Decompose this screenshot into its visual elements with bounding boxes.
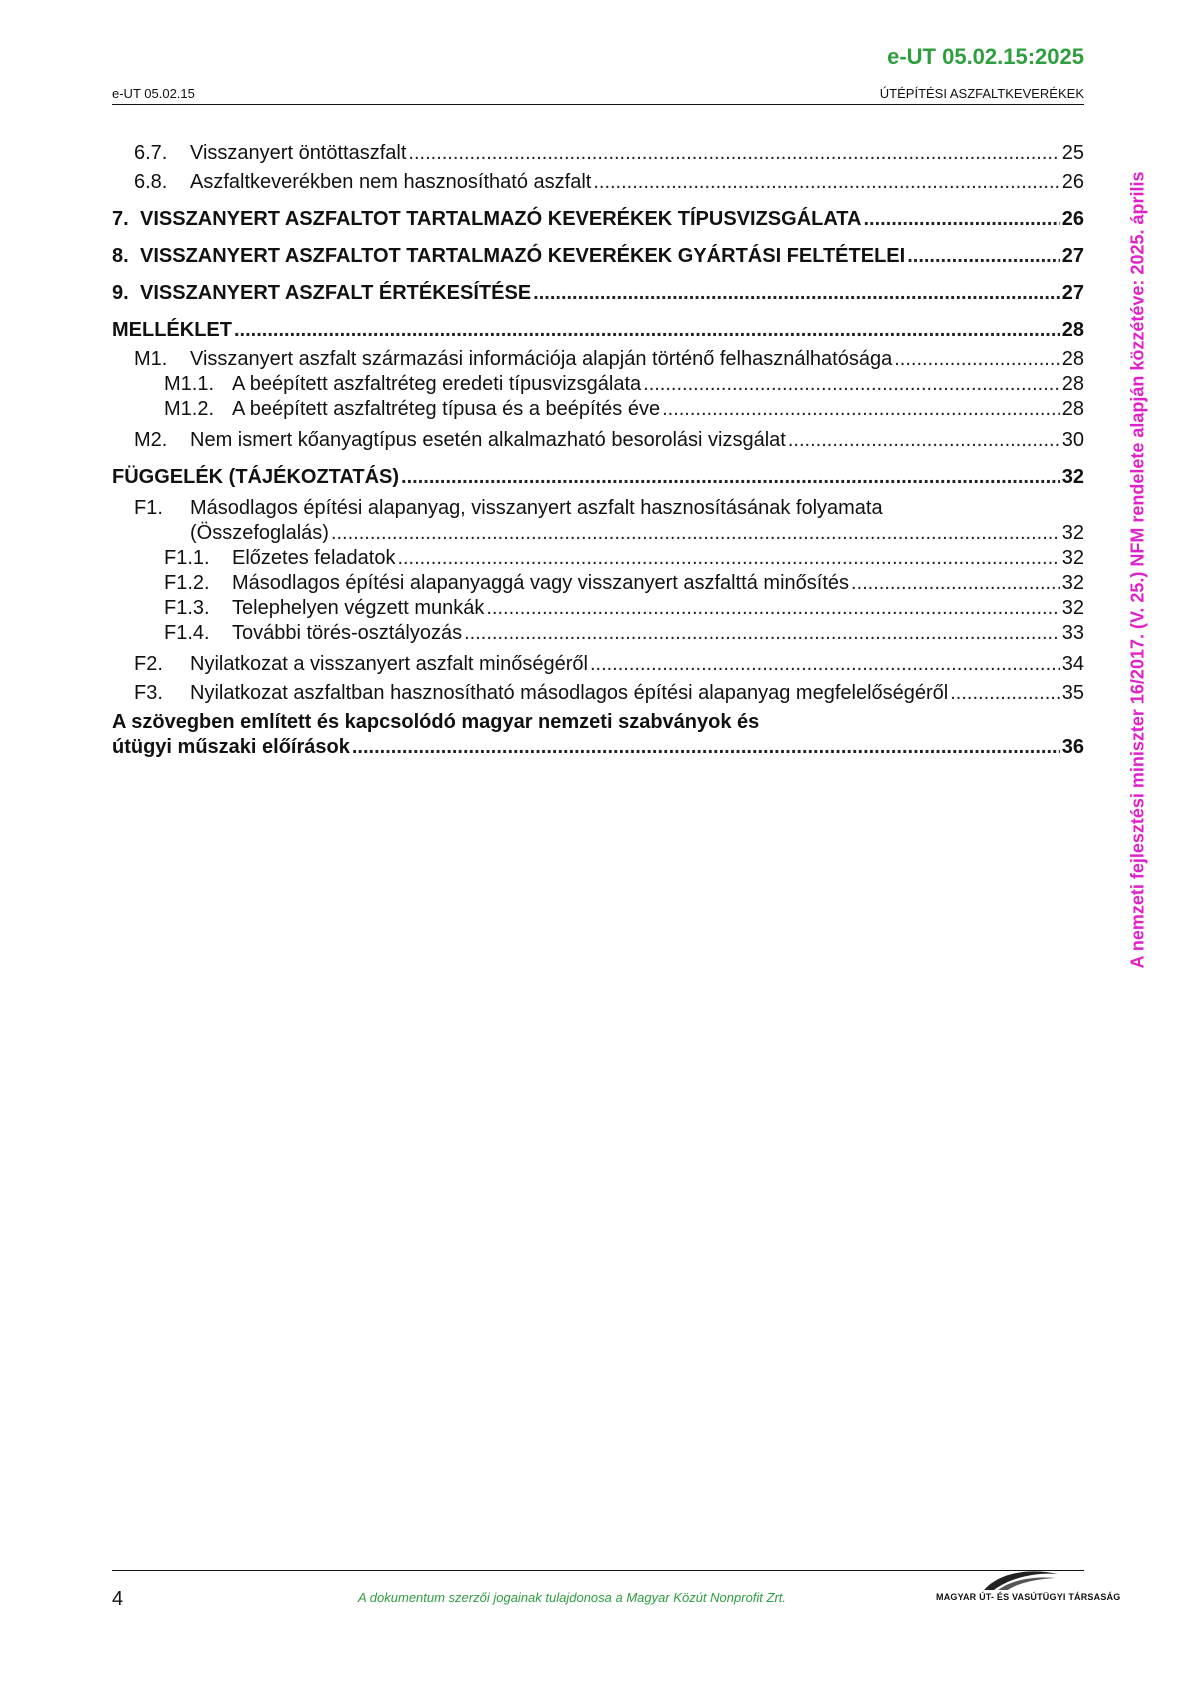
toc-entry[interactable]: F1.3. Telephelyen végzett munkák ..... 32 xyxy=(112,597,1084,620)
toc-entry-main[interactable]: 7. VISSZANYERT ASZFALTOT TARTALMAZÓ KEVERÉKEK TÍPUSVIZSGÁLATA ..... 26 xyxy=(112,208,1084,231)
toc-entry-main[interactable]: MELLÉKLET ..... 28 xyxy=(112,319,1084,342)
toc-entry[interactable]: F1.1. Előzetes feladatok ..... 32 xyxy=(112,547,1084,570)
toc-entry[interactable]: 6.7. Visszanyert öntöttaszfalt ..... 25 xyxy=(112,142,1084,165)
dot-leader xyxy=(894,348,1060,371)
footer-rule xyxy=(112,1570,1084,1571)
dot-leader xyxy=(533,282,1060,305)
dot-leader xyxy=(662,398,1060,421)
dot-leader xyxy=(331,522,1060,545)
table-of-contents xyxy=(112,142,1084,759)
toc-entry[interactable]: F1.2. Másodlagos építési alapanyaggá vagy visszanyert aszfalttá minősítés ..... 32 xyxy=(112,572,1084,595)
toc-entry[interactable]: M1.2. A beépített aszfaltréteg típusa és a beépítés éve ..... 28 xyxy=(112,398,1084,421)
dot-leader xyxy=(950,682,1060,705)
dot-leader xyxy=(464,622,1060,645)
toc-entry-continuation[interactable]: (Összefoglalás) ..... 32 xyxy=(112,522,1084,545)
dot-leader xyxy=(643,373,1060,396)
document-code: e-UT 05.02.15:2025 xyxy=(887,44,1084,69)
dot-leader xyxy=(352,736,1060,759)
dot-leader xyxy=(590,653,1060,676)
page-number: 4 xyxy=(112,1588,124,1610)
toc-entry[interactable]: F2. Nyilatkozat a visszanyert aszfalt minőségéről ..... 34 xyxy=(112,653,1084,676)
dot-leader xyxy=(408,142,1059,165)
dot-leader xyxy=(397,547,1059,570)
dot-leader xyxy=(907,245,1060,268)
dot-leader xyxy=(863,208,1059,231)
toc-entry[interactable]: M2. Nem ismert kőanyagtípus esetén alkalmazható besorolási vizsgálat ..... 30 xyxy=(112,429,1084,452)
toc-entry-main[interactable]: A szövegben említett és kapcsolódó magyar nemzeti szabványok és xyxy=(112,711,760,733)
header-left: e-UT 05.02.15 xyxy=(112,86,195,101)
toc-entry-main[interactable]: FÜGGELÉK (TÁJÉKOZTATÁS) ..... 32 xyxy=(112,466,1084,489)
copyright-notice: A dokumentum szerzői jogainak tulajdonosa a Magyar Közút Nonprofit Zrt. xyxy=(358,1590,787,1605)
toc-entry[interactable]: F1. Másodlagos építési alapanyag, visszanyert aszfalt hasznosításának folyamata xyxy=(134,497,883,519)
header-rule xyxy=(112,104,1084,105)
toc-entry[interactable]: F1.4. További törés-osztályozás ..... 33 xyxy=(112,622,1084,645)
dot-leader xyxy=(851,572,1060,595)
dot-leader xyxy=(788,429,1060,452)
toc-entry[interactable]: F3. Nyilatkozat aszfaltban hasznosítható másodlagos építési alapanyag megfelelőségéről ..... 35 xyxy=(112,682,1084,705)
toc-entry-main[interactable]: 8. VISSZANYERT ASZFALTOT TARTALMAZÓ KEVERÉKEK GYÁRTÁSI FELTÉTELEI ..... 27 xyxy=(112,245,1084,268)
dot-leader xyxy=(234,319,1060,342)
toc-entry[interactable]: 6.8. Aszfaltkeverékben nem hasznosítható aszfalt ..... 26 xyxy=(112,171,1084,194)
toc-entry-continuation[interactable]: útügyi műszaki előírások ..... 36 xyxy=(112,736,1084,759)
toc-entry-main[interactable]: 9. VISSZANYERT ASZFALT ÉRTÉKESÍTÉSE ..... 27 xyxy=(112,282,1084,305)
toc-entry[interactable]: M1. Visszanyert aszfalt származási információja alapján történő felhasználhatósága ..... 28 xyxy=(112,348,1084,371)
dot-leader xyxy=(593,171,1059,194)
society-name: MAGYAR ÚT- ÉS VASÚTÜGYI TÁRSASÁG xyxy=(936,1592,1121,1602)
toc-entry[interactable]: M1.1. A beépített aszfaltréteg eredeti típusvizsgálata ..... 28 xyxy=(112,373,1084,396)
society-logo xyxy=(980,1566,1060,1592)
side-publication-note: A nemzeti fejlesztési miniszter 16/2017. (V. 25.) NFM rendelete alapján közzétéve: 2025. április xyxy=(1127,171,1148,969)
header-right: ÚTÉPÍTÉSI ASZFALTKEVERÉKEK xyxy=(879,86,1084,101)
dot-leader xyxy=(486,597,1059,620)
dot-leader xyxy=(401,466,1060,489)
